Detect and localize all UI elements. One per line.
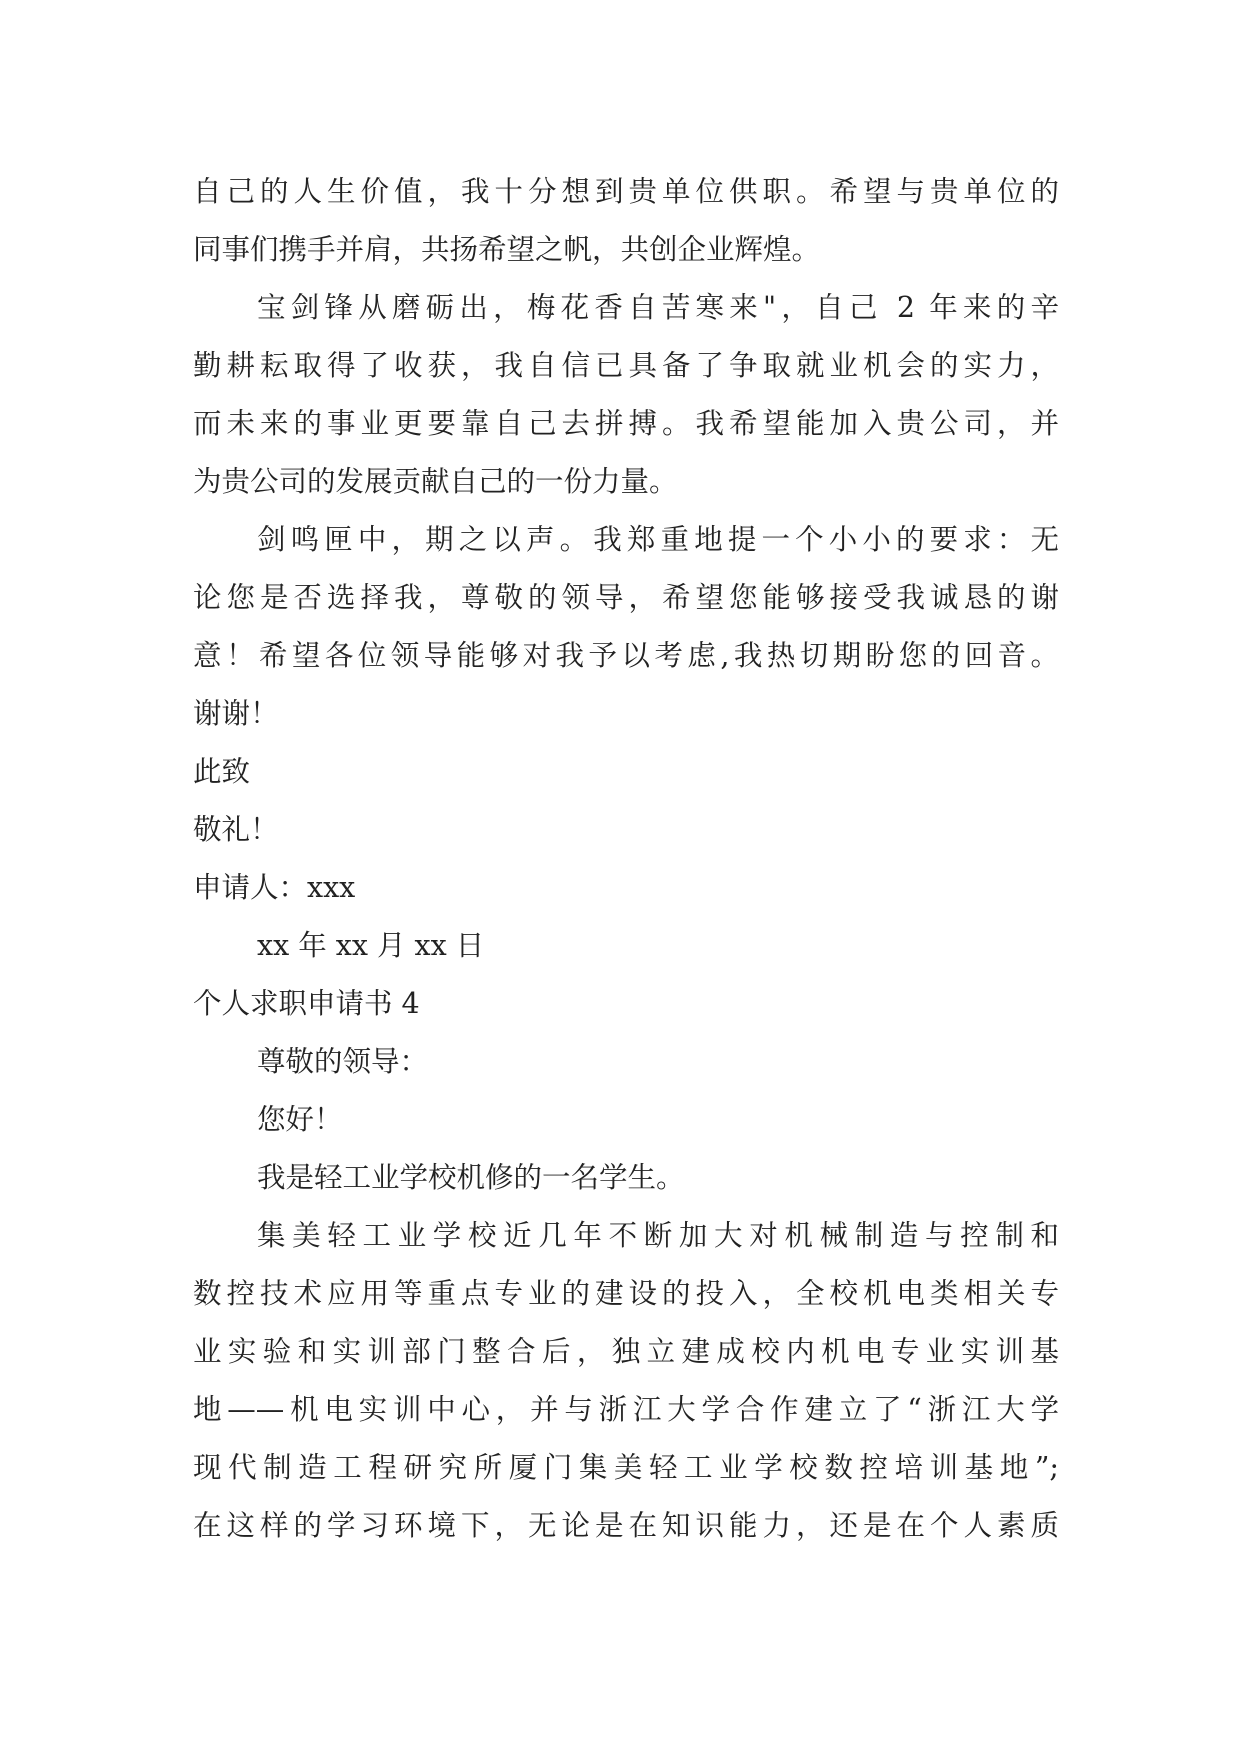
text-line: 个人求职申请书 4 bbox=[193, 987, 420, 1020]
document-body bbox=[193, 163, 1059, 1555]
text-line: 数控技术应用等重点专业的建设的投入，全校机电类相关专 bbox=[193, 1277, 1059, 1310]
text-line: 勤耕耘取得了收获，我自信已具备了争取就业机会的实力， bbox=[193, 349, 1059, 382]
text-line: 在这样的学习环境下，无论是在知识能力，还是在个人素质 bbox=[193, 1509, 1059, 1542]
text-line: 集美轻工业学校近几年不断加大对机械制造与控制和 bbox=[257, 1219, 1059, 1252]
text-line: 剑鸣匣中，期之以声。我郑重地提一个小小的要求：无 bbox=[257, 523, 1059, 556]
text-line: 申请人：xxx bbox=[193, 871, 356, 904]
text-line: 尊敬的领导： bbox=[257, 1045, 429, 1078]
text-line: 意！希望各位领导能够对我予以考虑,我热切期盼您的回音。 bbox=[193, 639, 1059, 672]
text-line: 我是轻工业学校机修的一名学生。 bbox=[257, 1161, 685, 1194]
text-line: 论您是否选择我，尊敬的领导，希望您能够接受我诚恳的谢 bbox=[193, 581, 1059, 614]
text-line: 敬礼！ bbox=[193, 813, 279, 846]
text-line: xx 年 xx 月 xx 日 bbox=[257, 929, 485, 962]
text-line: 此致 bbox=[193, 755, 251, 788]
text-line: 地——机电实训中心，并与浙江大学合作建立了“浙江大学 bbox=[193, 1393, 1059, 1426]
text-line: 您好！ bbox=[257, 1103, 343, 1136]
text-line: 业实验和实训部门整合后，独立建成校内机电专业实训基 bbox=[193, 1335, 1059, 1368]
text-line: 自己的人生价值，我十分想到贵单位供职。希望与贵单位的 bbox=[193, 175, 1059, 208]
text-line: 为贵公司的发展贡献自己的一份力量。 bbox=[193, 465, 678, 498]
text-line: 宝剑锋从磨砺出，梅花香自苦寒来"，自己 2 年来的辛 bbox=[257, 291, 1059, 324]
text-line: 而未来的事业更要靠自己去拼搏。我希望能加入贵公司，并 bbox=[193, 407, 1059, 440]
text-line: 现代制造工程研究所厦门集美轻工业学校数控培训基地”; bbox=[193, 1451, 1059, 1484]
text-line: 同事们携手并肩，共扬希望之帆，共创企业辉煌。 bbox=[193, 233, 821, 266]
text-line: 谢谢！ bbox=[193, 697, 279, 730]
